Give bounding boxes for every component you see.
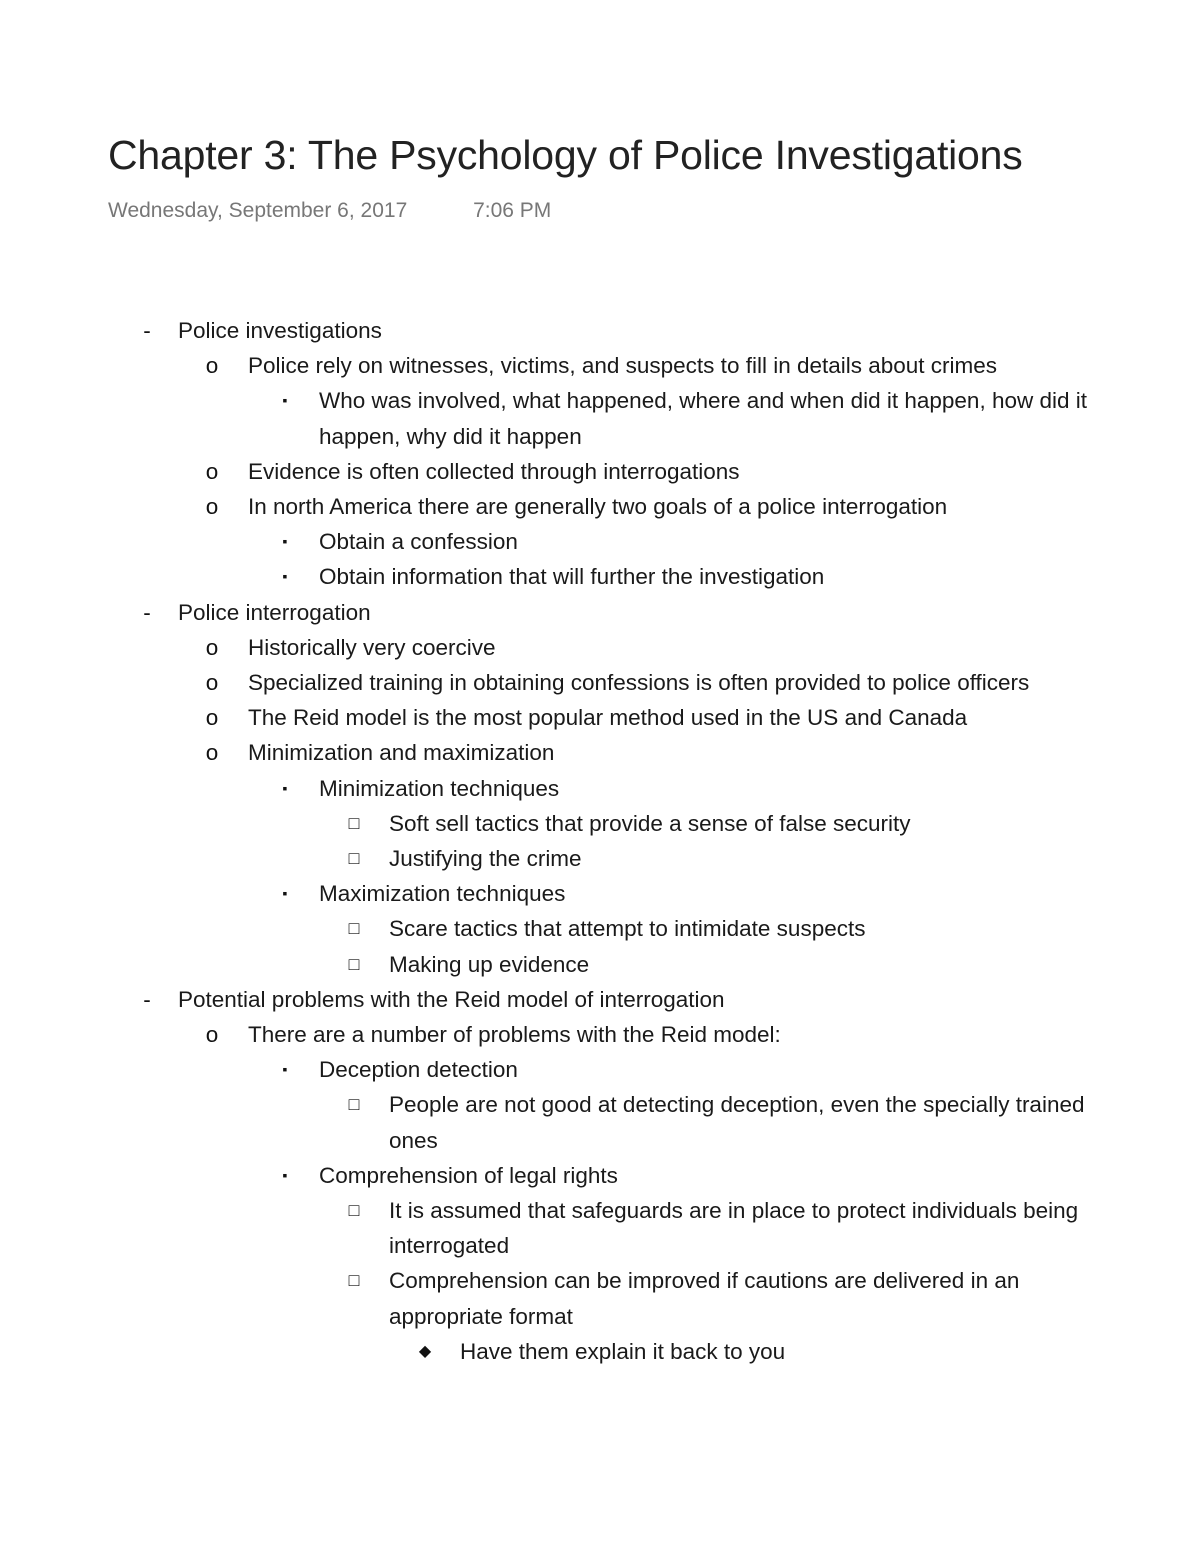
outline-item-text: Police investigations <box>178 318 382 343</box>
circle-bullet-icon: o <box>205 740 219 766</box>
outline-item <box>0 595 1200 630</box>
circle-bullet-icon: o <box>205 494 219 520</box>
outline-item-text: There are a number of problems with the Reid model: <box>248 1022 781 1048</box>
outline-item-text: People are not good at detecting deception, even the specially trained ones <box>389 1092 1085 1153</box>
outline-item-text: Who was involved, what happened, where and when did it happen, how did it happen, why did it happen <box>319 388 1087 449</box>
outline-item <box>0 700 1200 735</box>
square-bullet-icon: ▪ <box>282 1061 288 1078</box>
outline-item-text: Specialized training in obtaining confessions is often provided to police officers <box>248 670 1030 696</box>
hollow-square-bullet-icon: □ <box>348 812 360 833</box>
square-bullet-icon: ▪ <box>282 392 288 409</box>
diamond-bullet-icon: ◆ <box>418 1342 432 1360</box>
outline-item-text: Minimization techniques <box>319 775 560 801</box>
outline-item-text: Deception detection <box>319 1057 518 1083</box>
circle-bullet-icon: o <box>205 634 219 660</box>
outline-item <box>0 524 1200 559</box>
square-bullet-icon: ▪ <box>282 885 288 902</box>
outline-item <box>0 1193 1200 1263</box>
outline-item <box>0 911 1200 946</box>
outline-item <box>0 454 1200 489</box>
outline-item-text: Police interrogation <box>178 599 371 625</box>
hollow-square-bullet-icon: □ <box>348 1270 360 1291</box>
circle-bullet-icon: o <box>205 705 219 731</box>
dash-bullet-icon: - <box>143 318 151 343</box>
outline-item-text: Obtain a confession <box>319 529 518 555</box>
square-bullet-icon: ▪ <box>282 1166 288 1183</box>
note-timestamp <box>108 199 551 223</box>
outline-item-text: Comprehension can be improved if cautions are delivered in an appropriate format <box>389 1268 1020 1329</box>
outline-item-text: Obtain information that will further the investigation <box>319 564 825 590</box>
outline-item <box>0 313 1200 348</box>
hollow-square-bullet-icon: □ <box>348 848 360 869</box>
outline-item <box>0 947 1200 982</box>
outline-item <box>0 876 1200 911</box>
outline-item-text: Soft sell tactics that provide a sense of false security <box>389 810 911 836</box>
dash-bullet-icon: - <box>143 986 151 1012</box>
hollow-square-bullet-icon: □ <box>348 1094 360 1115</box>
outline-item <box>0 982 1200 1017</box>
outline-item-text: Police rely on witnesses, victims, and suspects to fill in details about crimes <box>248 353 998 379</box>
outline-item <box>0 841 1200 876</box>
outline-item <box>0 1334 1200 1369</box>
outline-item-text: Comprehension of legal rights <box>319 1162 618 1188</box>
outline-item-text: Maximization techniques <box>319 881 566 907</box>
square-bullet-icon: ▪ <box>282 779 288 796</box>
outline-item <box>0 348 1200 383</box>
outline-item <box>0 383 1200 453</box>
outline-item <box>0 1158 1200 1193</box>
outline-item-text: Minimization and maximization <box>248 740 555 766</box>
outline-item <box>0 1052 1200 1087</box>
note-date: Wednesday, September 6, 2017 <box>108 199 408 222</box>
outline-item-text: Historically very coercive <box>248 634 496 660</box>
outline-item-text: Evidence is often collected through interrogations <box>248 458 740 484</box>
square-bullet-icon: ▪ <box>282 568 288 585</box>
outline-item <box>0 559 1200 594</box>
outline-item <box>0 806 1200 841</box>
outline-item <box>0 771 1200 806</box>
outline-item-text: Have them explain it back to you <box>460 1338 786 1364</box>
outline-item <box>0 1087 1200 1157</box>
dash-bullet-icon: - <box>143 599 151 625</box>
outline-item-text: Potential problems with the Reid model of interrogation <box>178 986 725 1012</box>
outline-item-text: The Reid model is the most popular method used in the US and Canada <box>248 705 968 731</box>
outline-item-text: It is assumed that safeguards are in place to protect individuals being interrogated <box>389 1198 1079 1259</box>
outline-item-text: Making up evidence <box>389 951 590 977</box>
outline-item <box>0 489 1200 524</box>
outline-item <box>0 1017 1200 1052</box>
outline-item-text: In north America there are generally two goals of a police interrogation <box>248 494 948 520</box>
outline-item-text: Scare tactics that attempt to intimidate suspects <box>389 916 866 942</box>
hollow-square-bullet-icon: □ <box>348 918 360 939</box>
outline-item <box>0 665 1200 700</box>
outline-item <box>0 630 1200 665</box>
circle-bullet-icon: o <box>205 353 219 379</box>
page-title: Chapter 3: The Psychology of Police Investigations <box>108 132 1023 178</box>
outline-list <box>0 313 1200 1369</box>
hollow-square-bullet-icon: □ <box>348 953 360 974</box>
outline-item-text: Justifying the crime <box>389 846 582 872</box>
circle-bullet-icon: o <box>205 1022 219 1048</box>
circle-bullet-icon: o <box>205 670 219 696</box>
square-bullet-icon: ▪ <box>282 533 288 550</box>
note-time: 7:06 PM <box>473 199 552 222</box>
outline-item <box>0 735 1200 770</box>
hollow-square-bullet-icon: □ <box>348 1200 360 1221</box>
outline-item <box>0 1263 1200 1333</box>
circle-bullet-icon: o <box>205 458 219 484</box>
